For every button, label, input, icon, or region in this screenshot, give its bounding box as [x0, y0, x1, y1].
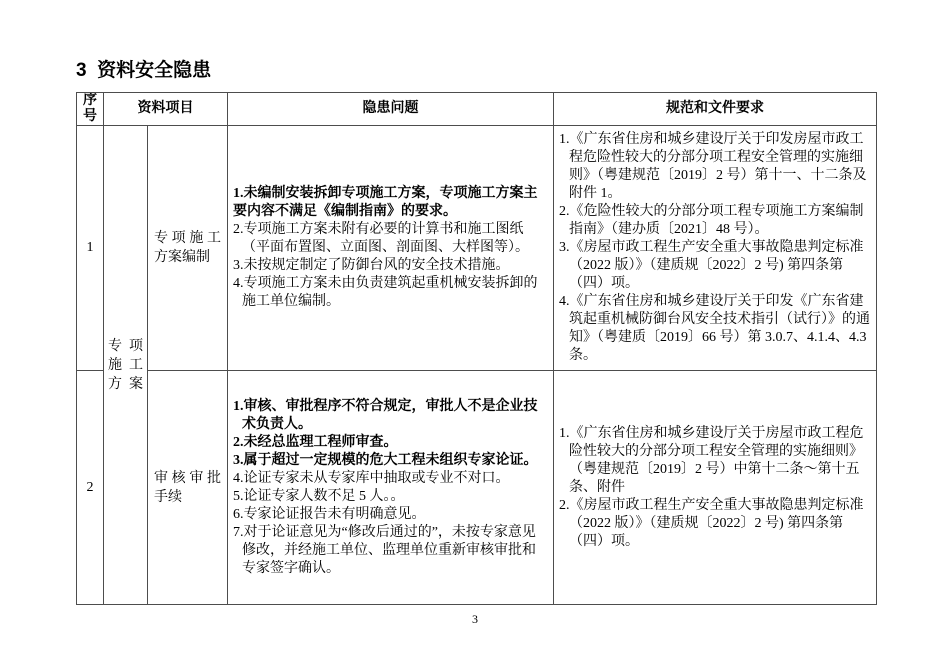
requirement-list	[559, 425, 872, 551]
list-item: 2.专项施工方案未附有必要的计算书和施工图纸（平面布置图、立面图、剖面图、大样图等）。	[233, 222, 529, 255]
list-item: 4.专项施工方案未由负责建筑起重机械安装拆卸的施工单位编制。	[233, 276, 538, 309]
problem-list	[233, 185, 547, 311]
page-number: 3	[472, 612, 478, 626]
table-row	[77, 371, 877, 605]
item-cell: 审核审批手续	[148, 371, 228, 605]
list-item: 4.论证专家未从专家库中抽取或专业不对口。	[233, 470, 510, 486]
list-item: 6.专家论证报告未有明确意见。	[233, 506, 426, 522]
list-item: 1.《广东省住房和城乡建设厅关于房屋市政工程危险性较大的分部分项工程安全管理的实施细则》（粤建规范〔2019〕2 号）中第十二条～第十五条、附件	[559, 425, 864, 495]
item-number: 6.	[233, 506, 244, 522]
header-no: 序号	[77, 93, 104, 126]
list-item: 5.论证专家人数不足 5 人。。	[233, 488, 405, 504]
table-header-row	[77, 93, 877, 126]
list-item: 3.《房屋市政工程生产安全重大事故隐患判定标准（2022 版）》（建质规〔2022〕2 号) 第四条第（四）项。	[559, 240, 864, 291]
item-number: 1.	[233, 186, 244, 201]
item-number: 2.	[559, 204, 570, 219]
item-number: 4.	[559, 294, 570, 309]
problems-cell	[228, 126, 554, 371]
item-number: 4.	[233, 470, 244, 486]
section-title: 3 资料安全隐患	[76, 60, 212, 81]
item-number: 2.	[233, 434, 244, 450]
requirements-cell	[554, 126, 877, 371]
requirement-list	[559, 131, 872, 365]
item-number: 2.	[233, 222, 244, 237]
problems-cell	[228, 371, 554, 605]
requirements-cell	[554, 371, 877, 605]
list-item: 2.未经总监理工程师审查。	[233, 434, 398, 450]
item-cell: 专项施工方案编制	[148, 126, 228, 371]
table-row	[77, 126, 877, 371]
list-item: 4.《广东省住房和城乡建设厅关于印发《广东省建筑起重机械防御台风安全技术指引（试行）》的通知》（粤建质〔2019〕66 号）第 3.0.7、4.1.4、4.3 条。	[559, 294, 870, 363]
item-number: 5.	[233, 488, 244, 504]
problem-list	[233, 398, 547, 578]
item-number: 1.	[559, 132, 570, 147]
header-item: 资料项目	[104, 93, 228, 126]
item-group-cell: 专项施工方案	[104, 126, 148, 605]
list-item: 3.未按规定制定了防御台风的安全技术措施。	[233, 258, 510, 273]
list-item: 7.对于论证意见为“修改后通过的”，未按专家意见修改，并经施工单位、监理单位重新审核审批和专家签字确认。	[233, 524, 536, 576]
item-number: 3.	[559, 240, 570, 255]
item-number: 2.	[559, 497, 570, 513]
item-number: 7.	[233, 524, 244, 540]
item-number: 1.	[559, 425, 570, 441]
list-item: 3.属于超过一定规模的危大工程未组织专家论证。	[233, 452, 538, 468]
list-item: 2.《危险性较大的分部分项工程专项施工方案编制指南》（建办质〔2021〕48 号）。	[559, 204, 864, 237]
row-number: 2	[77, 371, 104, 605]
row-number: 1	[77, 126, 104, 371]
item-number: 3.	[233, 258, 244, 273]
list-item: 1.未编制安装拆卸专项施工方案，专项施工方案主要内容不满足《编制指南》的要求。	[233, 186, 538, 219]
list-item: 2.《房屋市政工程生产安全重大事故隐患判定标准（2022 版）》（建质规〔2022〕2 号) 第四条第（四）项。	[559, 497, 864, 549]
item-number: 1.	[233, 398, 244, 414]
list-item: 1.审核、审批程序不符合规定，审批人不是企业技术负责人。	[233, 398, 538, 432]
item-number: 3.	[233, 452, 244, 468]
list-item: 1.《广东省住房和城乡建设厅关于印发房屋市政工程危险性较大的分部分项工程安全管理的实施细则》（粤建规范〔2019〕2 号）第十一、十二条及附件 1。	[559, 132, 867, 201]
hazard-table	[76, 92, 877, 605]
item-number: 4.	[233, 276, 244, 291]
header-problem: 隐患问题	[228, 93, 554, 126]
header-requirement: 规范和文件要求	[554, 93, 877, 126]
